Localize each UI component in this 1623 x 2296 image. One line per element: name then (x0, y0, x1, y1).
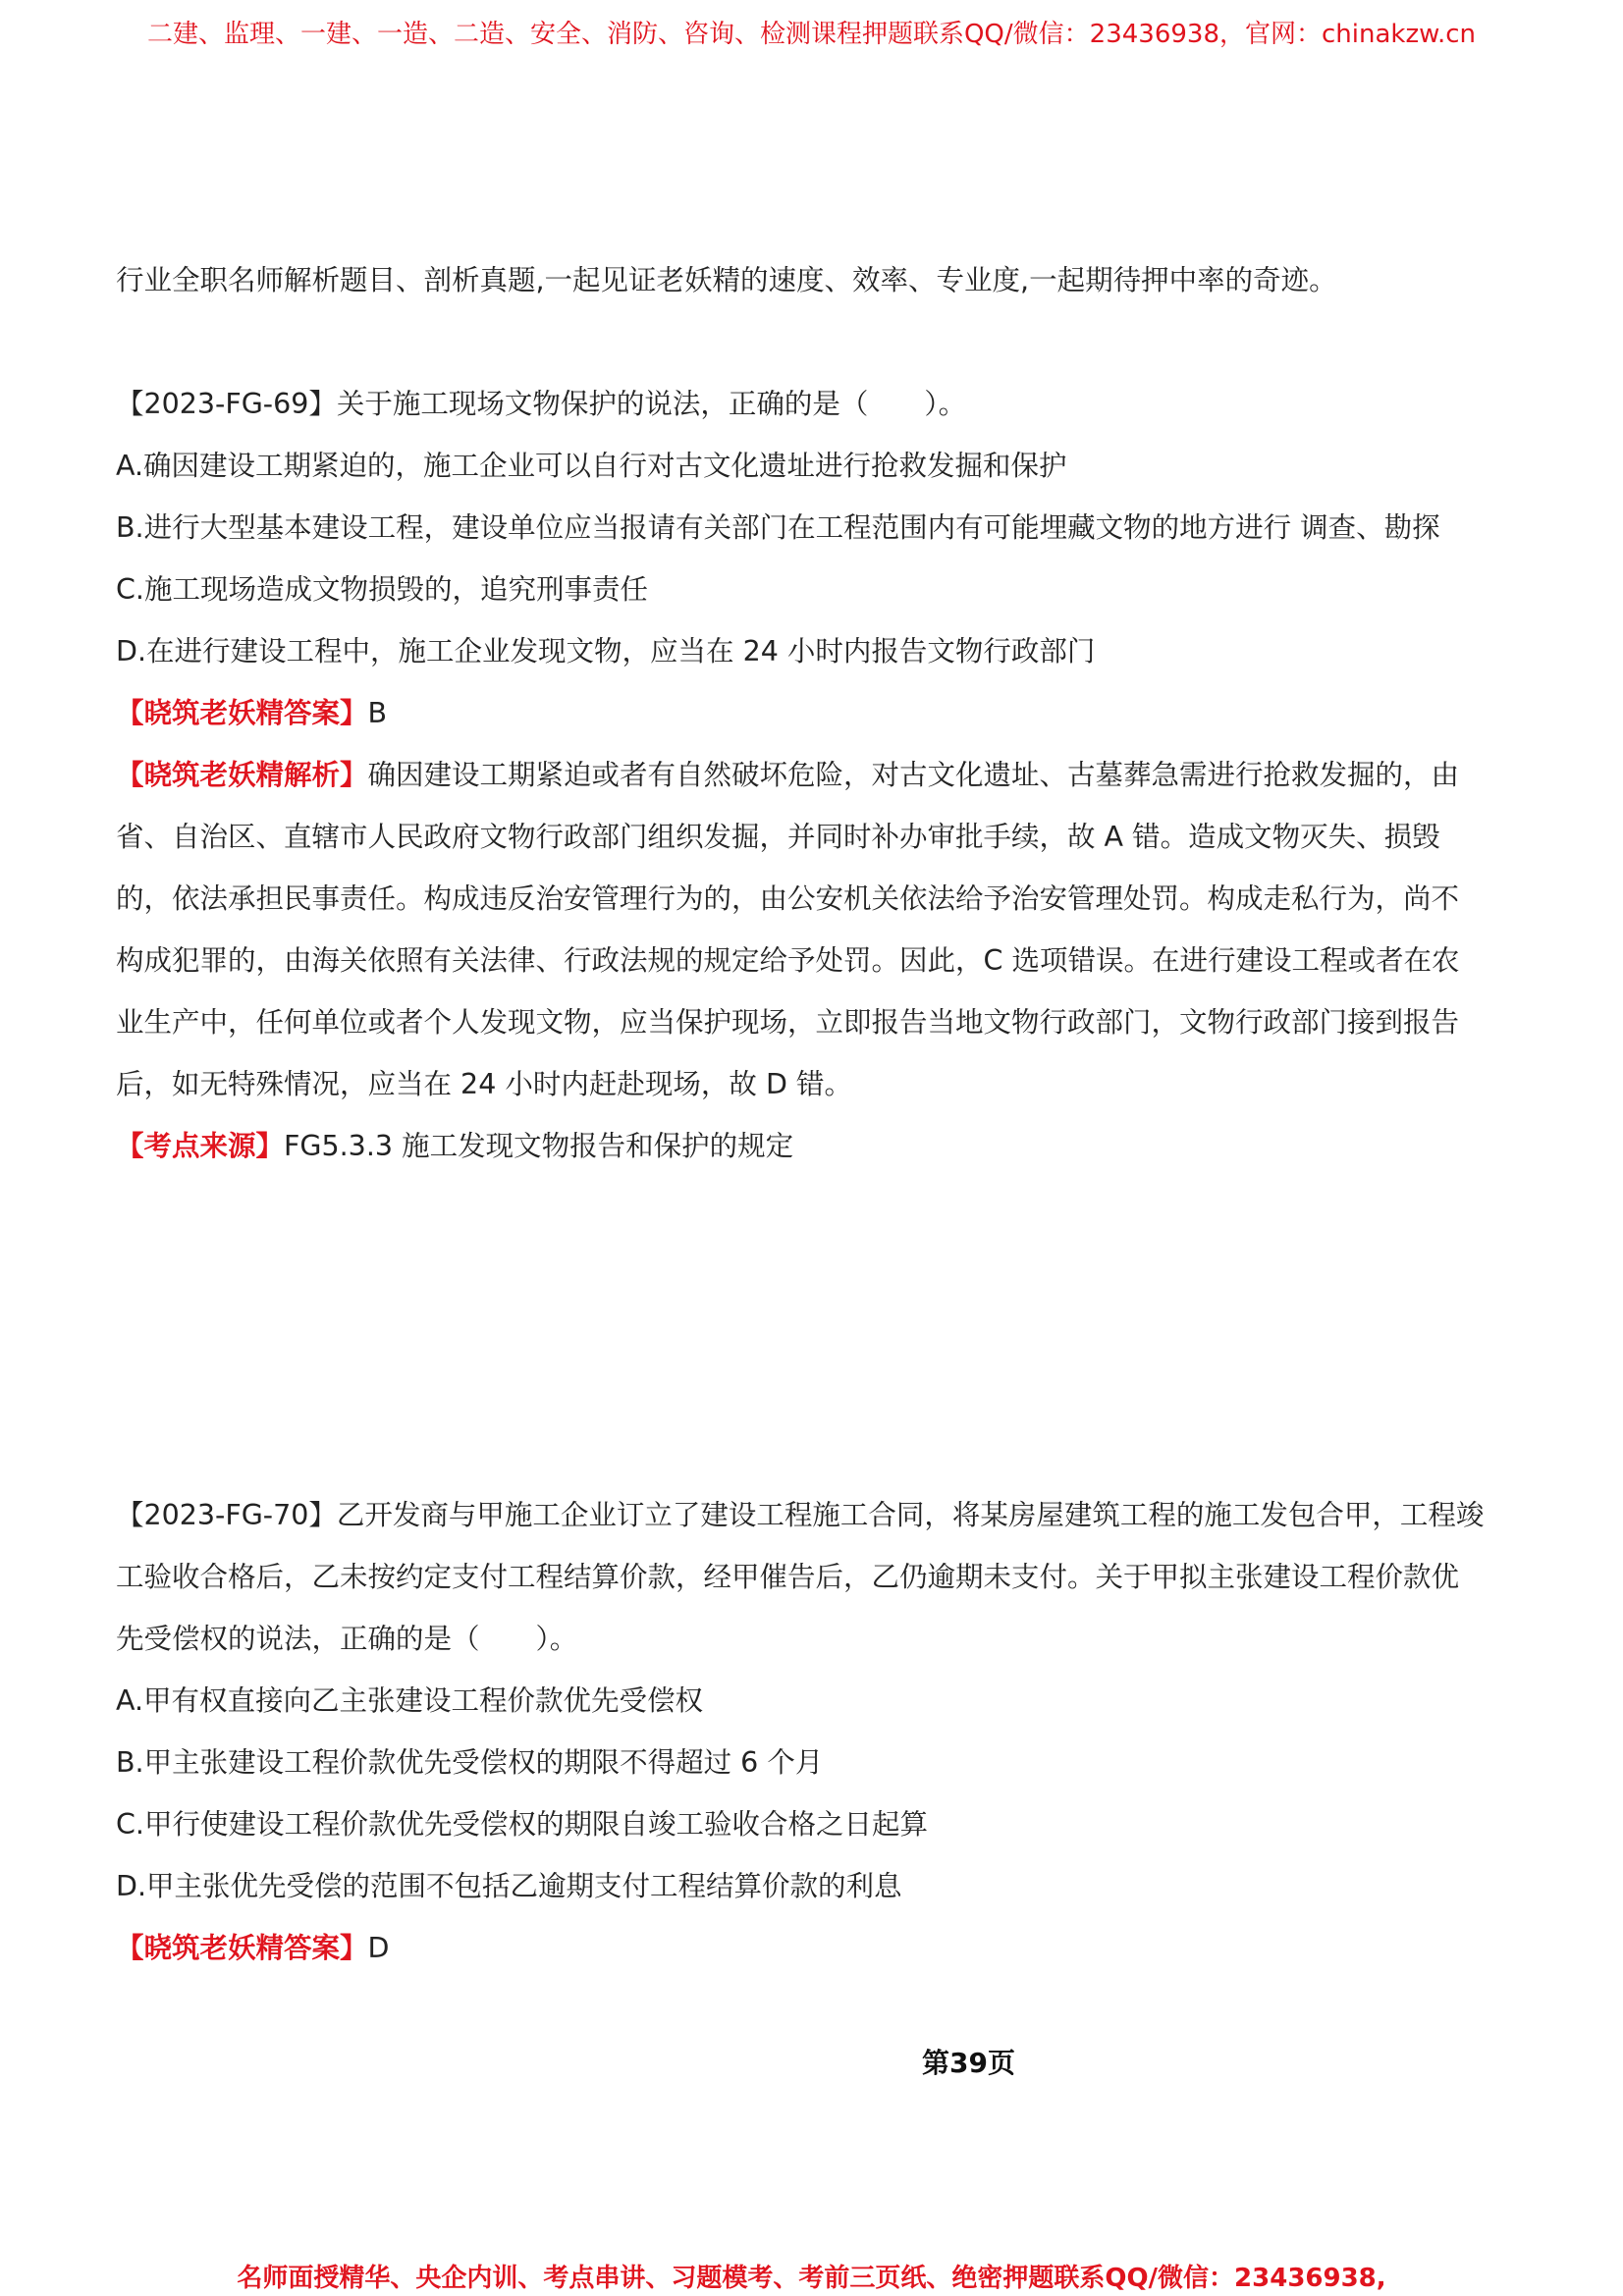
analysis-line: 的，依法承担民事责任。构成违反治安管理行为的，由公安机关依法给予治安管理处罚。构成走私行为，尚不 (116, 882, 1460, 915)
option-a: A.甲有权直接向乙主张建设工程价款优先受偿权 (116, 1684, 704, 1717)
question-stem: 工验收合格后，乙未按约定支付工程结算价款，经甲催告后，乙仍逾期未支付。关于甲拟主张建设工程价款优 (116, 1561, 1460, 1593)
header-banner: 二建、监理、一建、一造、二造、安全、消防、咨询、检测课程押题联系QQ/微信：23436938，官网：chinakzw.cn (146, 20, 1477, 49)
question-69 (116, 373, 1510, 1177)
option-a: A.确因建设工期紧迫的，施工企业可以自行对古文化遗址进行抢救发掘和保护 (116, 450, 1067, 482)
option-d: D.甲主张优先受偿的范围不包括乙逾期支付工程结算价款的利息 (116, 1870, 902, 1902)
analysis-line: 后，如无特殊情况，应当在 24 小时内赶赴现场，故 D 错。 (116, 1068, 852, 1100)
page-number: 第39页 (922, 2047, 1015, 2079)
question-stem: 【2023-FG-70】乙开发商与甲施工企业订立了建设工程施工合同，将某房屋建筑工程的施工发包合甲，工程竣 (116, 1499, 1485, 1531)
option-b: B.甲主张建设工程价款优先受偿权的期限不得超过 6 个月 (116, 1746, 824, 1779)
analysis-label: 【晓筑老妖精解析】 (116, 759, 368, 791)
footer-banner: 名师面授精华、央企内训、考点串讲、习题模考、考前三页纸、绝密押题联系QQ/微信：23436938, (237, 2264, 1386, 2293)
analysis-line: 构成犯罪的，由海关依照有关法律、行政法规的规定给予处罚。因此，C 选项错误。在进行建设工程或者在农 (116, 944, 1460, 977)
source-value: FG5.3.3 施工发现文物报告和保护的规定 (284, 1130, 794, 1162)
answer-value: B (367, 697, 388, 729)
option-c: C.施工现场造成文物损毁的，追究刑事责任 (116, 573, 648, 606)
intro-text (116, 249, 1510, 311)
answer-line (116, 1917, 1510, 1979)
option-d: D.在进行建设工程中，施工企业发现文物，应当在 24 小时内报告文物行政部门 (116, 635, 1096, 667)
answer-value: D (367, 1932, 390, 1964)
analysis-text: 确因建设工期紧迫或者有自然破坏危险，对古文化遗址、古墓葬急需进行抢救发掘的，由 (367, 759, 1460, 791)
analysis-line: 省、自治区、直辖市人民政府文物行政部门组织发掘，并同时补办审批手续，故 A 错。造成文物灭失、损毁 (116, 821, 1440, 853)
analysis-line (116, 744, 1510, 806)
intro-line: 行业全职名师解析题目、剖析真题,一起见证老妖精的速度、效率、专业度,一起期待押中率的奇迹。 (116, 264, 1337, 296)
answer-label: 【晓筑老妖精答案】 (116, 1932, 368, 1964)
source-line (116, 1115, 1510, 1177)
question-stem: 【2023-FG-69】关于施工现场文物保护的说法，正确的是（ ）。 (116, 388, 967, 420)
question-stem: 先受偿权的说法，正确的是（ ）。 (116, 1623, 578, 1655)
option-c: C.甲行使建设工程价款优先受偿权的期限自竣工验收合格之日起算 (116, 1808, 928, 1841)
answer-line (116, 682, 1510, 744)
answer-label: 【晓筑老妖精答案】 (116, 697, 368, 729)
question-70 (116, 1484, 1510, 1979)
option-b: B.进行大型基本建设工程，建设单位应当报请有关部门在工程范围内有可能埋藏文物的地方进行 调查、勘探 (116, 511, 1440, 544)
analysis-line: 业生产中，任何单位或者个人发现文物，应当保护现场，立即报告当地文物行政部门，文物行政部门接到报告 (116, 1006, 1460, 1039)
source-label: 【考点来源】 (116, 1130, 285, 1162)
